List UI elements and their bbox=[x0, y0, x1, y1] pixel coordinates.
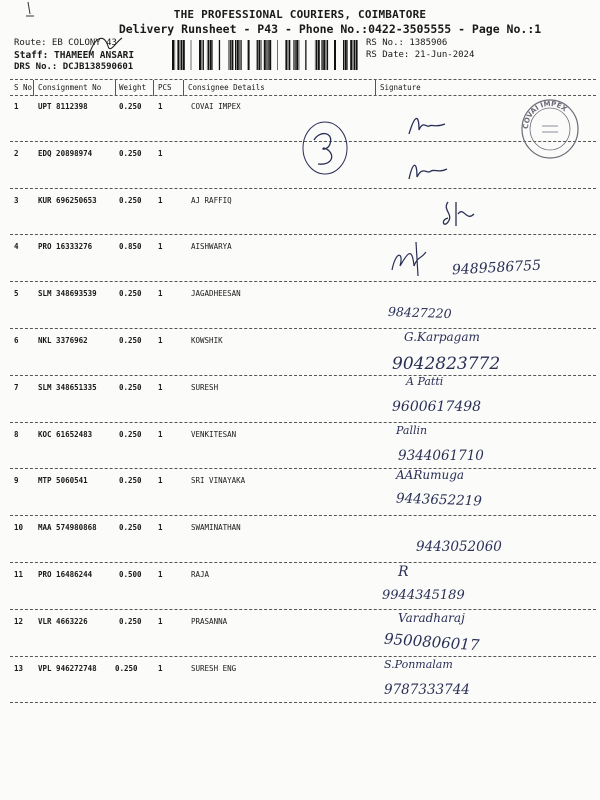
col-header-signature: Signature bbox=[380, 83, 421, 92]
row-consignment-no: MTP 5060541 bbox=[38, 476, 88, 486]
row-consignee: PRASANNA bbox=[191, 616, 228, 626]
handwritten-phone: 9344061710 bbox=[398, 447, 484, 464]
row-sno: 12 bbox=[14, 616, 24, 626]
header-top-rule bbox=[10, 79, 596, 80]
row-consignee: SWAMINATHAN bbox=[191, 523, 241, 533]
row-weight: 0.250 bbox=[119, 429, 142, 439]
row-weight: 0.250 bbox=[119, 523, 142, 533]
row-consignee: AISHWARYA bbox=[191, 242, 232, 252]
row-consignee: COVAI IMPEX bbox=[191, 102, 241, 111]
row-sno: 2 bbox=[14, 148, 19, 158]
row-pcs: 1 bbox=[158, 242, 163, 252]
row-sno: 13 bbox=[14, 663, 24, 673]
signature-row4-icon bbox=[386, 236, 436, 280]
col-divider bbox=[115, 80, 116, 96]
col-divider bbox=[33, 80, 34, 96]
row-sno: 4 bbox=[14, 242, 19, 252]
signature-row1-icon bbox=[405, 110, 450, 140]
row-separator bbox=[10, 609, 596, 610]
row-sno: 6 bbox=[14, 336, 19, 345]
row-consignee: SURESH bbox=[191, 382, 219, 392]
row-consignment-no: SLM 348651335 bbox=[38, 382, 97, 392]
row-weight: 0.250 bbox=[119, 289, 142, 299]
col-header-sno: S No bbox=[14, 83, 33, 92]
col-divider bbox=[183, 80, 184, 96]
rs-number: RS No.: 1385906 bbox=[366, 38, 448, 48]
signature-row2-icon bbox=[405, 155, 450, 185]
row-consignment-no: EDQ 20898974 bbox=[38, 148, 93, 158]
row-consignee: SRI VINAYAKA bbox=[191, 476, 246, 486]
handwritten-name: S.Ponmalam bbox=[384, 657, 453, 671]
row-pcs: 1 bbox=[158, 195, 163, 205]
col-header-consignment: Consignment No bbox=[38, 83, 102, 92]
row-sno: 3 bbox=[14, 195, 19, 205]
row-consignee: VENKITESAN bbox=[191, 429, 237, 439]
row-sno: 8 bbox=[14, 429, 19, 439]
col-divider bbox=[153, 80, 154, 96]
row-sno: 5 bbox=[14, 289, 19, 299]
row-consignment-no: NKL 3376962 bbox=[38, 336, 88, 345]
handwritten-phone: 9600617498 bbox=[392, 398, 482, 415]
staff-label: Staff: THAMEEM ANSARI bbox=[14, 50, 135, 61]
row-pcs: 1 bbox=[158, 289, 163, 299]
row-pcs: 1 bbox=[158, 663, 163, 673]
row-pcs: 1 bbox=[158, 570, 163, 579]
row-weight: 0.250 bbox=[119, 195, 142, 205]
row-pcs: 1 bbox=[158, 523, 163, 533]
row-consignment-no: SLM 348693539 bbox=[38, 289, 97, 299]
handwritten-phone: 9944345189 bbox=[382, 588, 465, 603]
row-consignment-no: VLR 4663226 bbox=[38, 616, 88, 626]
handwritten-phone: 9042823772 bbox=[392, 354, 501, 374]
row-pcs: 1 bbox=[158, 336, 163, 345]
row-pcs: 1 bbox=[158, 148, 163, 158]
row-sno: 10 bbox=[14, 523, 24, 533]
row-separator bbox=[10, 328, 596, 329]
row-pcs: 1 bbox=[158, 476, 163, 486]
row-separator bbox=[10, 375, 596, 376]
row-separator bbox=[10, 515, 596, 516]
route-label: Route: EB COLONY 43 bbox=[14, 38, 117, 48]
handwritten-phone: 9443052060 bbox=[416, 539, 502, 556]
row-weight: 0.250 bbox=[119, 336, 142, 345]
row-separator bbox=[10, 281, 596, 282]
row-consignee: JAGADHEESAN bbox=[191, 289, 241, 299]
row-weight: 0.850 bbox=[119, 242, 142, 252]
row-pcs: 1 bbox=[158, 102, 163, 111]
col-header-weight: Weight bbox=[119, 83, 147, 92]
row-consignment-no: VPL 946272748 bbox=[38, 663, 97, 673]
row-consignee: KOWSHIK bbox=[191, 336, 223, 345]
handwritten-phone: 98427220 bbox=[387, 304, 452, 322]
row-consignment-no: KUR 696250653 bbox=[38, 195, 97, 205]
row-weight: 0.500 bbox=[119, 570, 142, 579]
row-separator bbox=[10, 422, 596, 423]
handwritten-phone: 9500806017 bbox=[383, 629, 480, 655]
row-pcs: 1 bbox=[158, 429, 163, 439]
drs-number: DRS No.: DCJB138590601 bbox=[14, 62, 134, 72]
route-scribble-icon bbox=[86, 32, 126, 58]
row-consignee: AJ RAFFIQ bbox=[191, 195, 232, 205]
handwritten-name: R bbox=[398, 564, 409, 580]
row-weight: 0.250 bbox=[115, 663, 138, 673]
col-divider bbox=[375, 80, 376, 96]
handwritten-name: A Patti bbox=[406, 374, 444, 388]
col-header-consignee: Consignee Details bbox=[188, 83, 265, 92]
signature-row3-icon bbox=[438, 196, 478, 230]
handwritten-phone: 9443652219 bbox=[395, 490, 483, 510]
runsheet-title: Delivery Runsheet - P43 - Phone No.:0422-3505555 - Page No.:1 bbox=[118, 22, 542, 36]
row-consignee: SURESH ENG bbox=[191, 663, 237, 673]
row-weight: 0.250 bbox=[119, 148, 142, 158]
circled-number-mark-icon bbox=[300, 118, 350, 178]
handwritten-phone: 9787333744 bbox=[384, 681, 470, 698]
row-separator bbox=[10, 468, 596, 469]
row-consignment-no: KOC 61652483 bbox=[38, 429, 93, 439]
row-pcs: 1 bbox=[158, 382, 163, 392]
company-title: THE PROFESSIONAL COURIERS, COIMBATORE bbox=[173, 8, 427, 21]
col-header-pcs: PCS bbox=[158, 83, 172, 92]
company-stamp-icon bbox=[520, 98, 580, 160]
row-sno: 9 bbox=[14, 476, 19, 486]
handwritten-name: Varadharaj bbox=[398, 610, 465, 625]
row-weight: 0.250 bbox=[119, 102, 142, 111]
stamp-text: COVAI IMPEX bbox=[521, 99, 569, 130]
handwritten-name: Pallin bbox=[396, 423, 428, 437]
handwritten-name: G.Karpagam bbox=[404, 330, 480, 344]
row-separator bbox=[10, 234, 596, 235]
row-sno: 7 bbox=[14, 382, 19, 392]
row-separator bbox=[10, 562, 596, 563]
row-weight: 0.250 bbox=[119, 382, 142, 392]
row-consignment-no: PRO 16486244 bbox=[38, 570, 93, 579]
row-consignment-no: MAA 574980868 bbox=[38, 523, 97, 533]
row-separator bbox=[10, 656, 596, 657]
row-sno: 11 bbox=[14, 570, 24, 579]
rs-date: RS Date: 21-Jun-2024 bbox=[366, 50, 475, 60]
row-weight: 0.250 bbox=[119, 616, 142, 626]
row-separator bbox=[10, 188, 596, 189]
handwritten-name: AARumuga bbox=[396, 468, 465, 483]
row-consignment-no: PRO 16333276 bbox=[38, 242, 93, 252]
svg-text:COVAI IMPEX bbox=[522, 100, 569, 130]
barcode-icon bbox=[172, 40, 358, 70]
row-weight: 0.250 bbox=[119, 476, 142, 486]
header-bottom-rule bbox=[10, 95, 596, 96]
row-sno: 1 bbox=[14, 102, 19, 111]
row-separator bbox=[10, 702, 596, 703]
row-consignee: RAJA bbox=[191, 570, 210, 579]
row-pcs: 1 bbox=[158, 616, 163, 626]
row-consignment-no: UPT 8112398 bbox=[38, 102, 88, 111]
handwritten-phone: 9489586755 bbox=[451, 258, 542, 279]
